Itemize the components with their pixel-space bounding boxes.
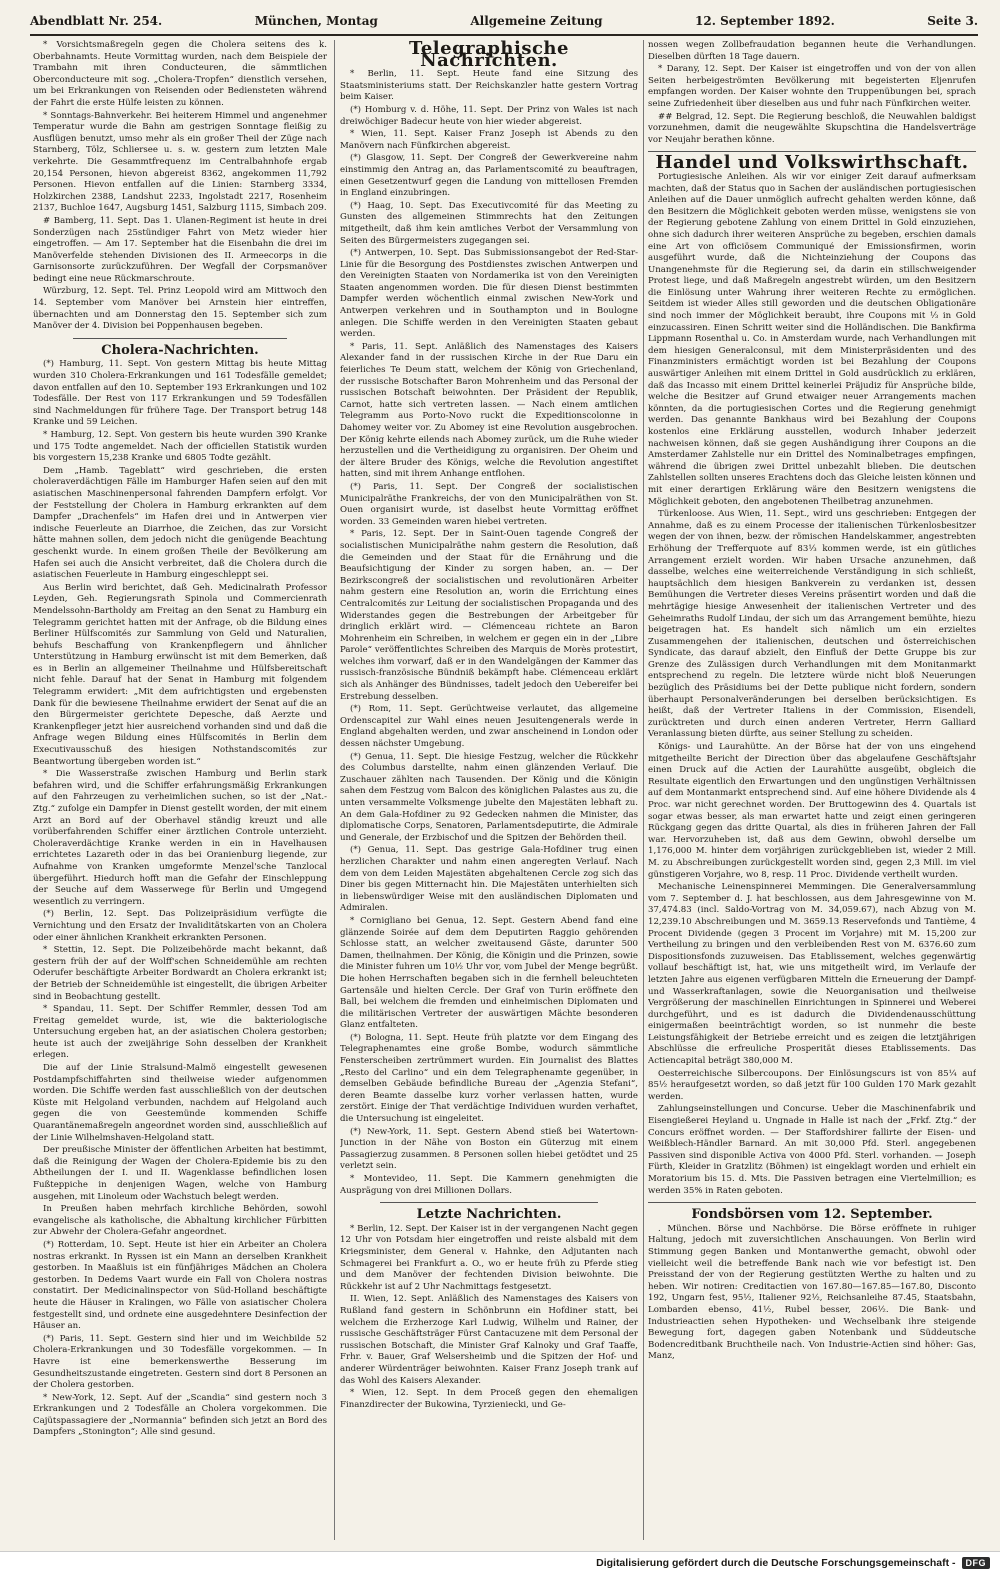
- article-paragraph: * Wien, 12. Sept. In dem Proceß gegen den ehemaligen Finanzdirecter der Bukowina, Tyrzieniecki, und Ge-: [340, 1388, 638, 1410]
- column-divider: [643, 40, 644, 1540]
- column-divider: [334, 40, 335, 1540]
- section-heading-telegraphic: Telegraphische Nachrichten.: [409, 40, 569, 71]
- issue-date: 12. September 1892.: [695, 14, 835, 28]
- article-paragraph: * Hamburg, 12. Sept. Von gestern bis heute wurden 390 Kranke und 175 Todte angemeldet. Nach der officiellen Statistik wurden bis vorgestern 15,238 Kranke und 6805 Todte gezählt.: [33, 430, 327, 464]
- page-header: [30, 8, 978, 36]
- article-paragraph: * Berlin, 11. Sept. Heute fand eine Sitzung des Staatsministeriums statt. Der Reichskanzler hatte gestern Vortrag beim Kaiser.: [340, 69, 638, 103]
- column-3: [648, 40, 976, 1540]
- article-paragraph: Würzburg, 12. Sept. Tel. Prinz Leopold wird am Mittwoch den 14. September vom Manöver bei Arnstein hier eintreffen, übernachten und am Donnerstag den 15. September sich zum Manöver der 4. Division bei Poppenhausen begeben.: [33, 286, 327, 332]
- article-paragraph: Der preußische Minister der öffentlichen Arbeiten hat bestimmt, daß die Reinigung der Wagen der Cholera-Epidemie bis zu den Abtheilungen der I. und II. Wagenklasse befindlichen losen Fußteppiche in denjenigen Wagen, welche von Hamburg ausgehen, mit Linoleum oder Wachstuch belegt werden.: [33, 1145, 327, 1202]
- article-paragraph: * New-York, 12. Sept. Auf der „Scandia“ sind gestern noch 3 Erkrankungen und 2 Todesfälle an Cholera vorgekommen. Die Cajütspassagiere der „Normannia“ befinden sich jetzt an Bord des Dampfers „Stonington“; Alle sind gesund.: [33, 1392, 327, 1438]
- article-paragraph: (*) Antwerpen, 10. Sept. Das Submissionsangebot der Red-Star-Linie für die Besorgung des Postdienstes zwischen Antwerpen und den Vereinigten Staaten von Nordamerika ist von den Vereinigten Staaten angenommen worden. Die für diesen Dienst bestimmten Dampfer werden wöchentlich einmal zwischen New-York und Antwerpen verkehren und in Southampton und in Boulogne anlegen. Die Schiffe werden in den Vereinigten Staaten gebaut werden.: [340, 248, 638, 340]
- section-divider: [380, 1202, 598, 1203]
- article-paragraph: (*) New-York, 11. Sept. Gestern Abend stieß bei Watertown-Junction in der Nähe von Boston ein Güterzug mit einem Passagierzug zusammen. 8 Personen sollen hiebei getödtet und 25 verletzt sein.: [340, 1126, 638, 1172]
- section-divider: [648, 1202, 976, 1203]
- article-paragraph: (*) Rom, 11. Sept. Gerüchtweise verlautet, das allgemeine Ordenscapitel zur Wahl eines neuen Jesuitengenerals werde in England abgehalten werden, und zwar anscheinend in London oder dessen nächster Umgebung.: [340, 704, 638, 750]
- article-paragraph: . München. Börse und Nachbörse. Die Börse eröffnete in ruhiger Haltung, jedoch mit zuversichtlichen Anschauungen. Von Berlin wird Stimmung gegen Banken und Montanwerthe gemacht, obwohl oder vielleicht weil die betreffende Bank nach wie vor befestigt ist. Den Preisstand der von der Regierung gestützten Werthe zu halten und zu heben. Wir notiren: Creditactien von 167.80—167.85—167.80, Disconto 192, Ungarn fest, 95½, Italiener 92½, Reichsanleihe 87.45, Staatsbahn, Lombarden ebenso, 41½, Rubel besser, 206½. Die Bank- und Industrieactien sehen Hypotheken- und Wechselbank ihre steigende Bewegung fort, dagegen gaben Notenbank und Süddeutsche Bodencreditbank Bruchtheile nach. Von Industrie-Actien sind höher: Gas, Manz,: [648, 1223, 976, 1362]
- column-2: [340, 40, 638, 1540]
- article-paragraph: (*) Paris, 11. Sept. Der Congreß der socialistischen Municipalräthe Frankreichs, der von den Municipalräthen von St. Ouen organisirt wurde, ist daselbst heute Vormittag eröffnet worden. 33 Gemeinden waren hiebei vertreten.: [340, 481, 638, 527]
- article-paragraph: Dem „Hamb. Tageblatt“ wird geschrieben, die ersten choleraverdächtigen Fälle im Hamburger Hafen seien auf den mit asiatischen Maschinenpersonal fahrenden Dampfern erfolgt. Vor der Feststellung der Cholera in Hamburg erkrankten auf dem Dampfer „Drachenfels“ im Hafen drei und in Antwerpen vier indische Feuerleute an Diarrhoe, die Zeichen, das zur Vorsicht hätte mahnen sollen, dem jedoch nicht die genügende Beachtung geschenkt wurde. In einem großen Theile der Bevölkerung am Hafen sei auch die Ansicht verbreitet, daß die Cholera durch die asiatischen Feuerleute in Hamburg eingeschleppt sei.: [33, 465, 327, 581]
- article-paragraph: * Vorsichtsmaßregeln gegen die Cholera seitens des k. Oberbahnamts. Heute Vormittag wurden, nach dem Beispiele der Trambahn mit ihren Conducteuren, die sämmtlichen Oberconducteure mit sog. „Cholera-Tropfen“ dienstlich versehen, um bei Erkrankungen von Reisenden oder Bediensteten während der Fahrt die erste Hülfe leisten zu können.: [33, 40, 327, 108]
- article-paragraph: ## Belgrad, 12. Sept. Die Regierung beschloß, die Neuwahlen baldigst vorzunehmen, damit die neugewählte Skupschtina die Handelsverträge vor Neujahr berathen könne.: [648, 111, 976, 145]
- article-paragraph: * Montevideo, 11. Sept. Die Kammern genehmigten die Ausprägung von drei Millionen Dollars.: [340, 1174, 638, 1196]
- digitization-footer: [0, 1551, 1000, 1573]
- article-paragraph: * Cornigliano bei Genua, 12. Sept. Gestern Abend fand eine glänzende Soirée auf dem dem Deputirten Raggio gehörenden Schlosse statt, an welcher zweitausend Gäste, darunter 500 Damen, theilnahmen. Der König, die Königin und die Prinzen, sowie die Minister fuhren um 10½ Uhr vor, vom Jubel der Menge begrüßt. Die hohen Herrschaften begaben sich in die fernhell beleuchteten Gartensäle und hielten Cercle. Der Graf von Turin eröffnete den Ball, bei welchem die fremden und einheimischen Diplomaten und die militärischen Vertreter der auswärtigen Mächte besonderen Glanz entfalteten.: [340, 915, 638, 1031]
- article-paragraph: * Paris, 12. Sept. Der in Saint-Ouen tagende Congreß der socialistischen Municipalräthe nahm gestern die Resolution, daß die Gemeinden und der Staat für die Ernährung und die Beaufsichtigung der Kinder zu sorgen haben, an. — Der Bezirkscongreß der socialistischen und revolutionären Arbeiter nahm gestern eine Resolution an, worin die Errichtung eines Centralcomités zur Leitung der socialistischen Propaganda und des Widerstandes gegen die Bestrebungen der Arbeitgeber für dringlich erklärt wird. — Clémenceau richtete an Baron Mohrenheim ein Schreiben, in welchem er gegen ein in der „Libre Parole“ veröffentlichtes Schreiben des Marquis de Morès protestirt, welches ihm vorwarf, daß er in den Wandelgängen der Kammer das russisch-französische Bündniß bekämpft habe. Clémenceau erklärt sich als Anhänger des Bündnisses, tadelt jedoch den Uebereifer bei Erstrebung desselben.: [340, 529, 638, 702]
- article-paragraph: * Darany, 12. Sept. Der Kaiser ist eingetroffen und von der von allen Seiten herbeigeströmten Bevölkerung mit begeisterten Eljenrufen empfangen worden. Der Kaiser wohnte den Truppenübungen bei, sprach seine Zufriedenheit über dieselben aus und fuhr nach Fünfkirchen weiter.: [648, 64, 976, 109]
- page-number: Seite 3.: [927, 14, 978, 28]
- column-1: [33, 40, 327, 1540]
- article-paragraph: (*) Hamburg, 11. Sept. Von gestern Mittag bis heute Mittag wurden 310 Cholera-Erkrankungen und 161 Todesfälle gemeldet; davon entfallen auf den 10. September 193 Erkrankungen und 102 Todesfälle. Der Rest von 117 Erkrankungen und 59 Todesfällen sind Nachmeldungen für frühere Tage. Der Transport betrug 148 Kranke und 59 Leichen.: [33, 359, 327, 428]
- article-paragraph: nossen wegen Zollbefraudation begannen heute die Verhandlungen. Dieselben dürften 18 Tage dauern.: [648, 40, 976, 62]
- dfg-logo: DFG: [962, 1557, 991, 1569]
- article-paragraph: Aus Berlin wird berichtet, daß Geh. Medicinalrath Professor Leyden, Geh. Regierungsrath Spinola und Commercienrath Mendelssohn-Bartholdy am Freitag an den Senat zu Hamburg ein Telegramm gerichtet hatten mit der Anfrage, ob die Bildung eines Berliner Hülfscomités zur Sammlung von Geld und Naturalien, behufs Beschaffung von Krankenpflegern und ähnlicher Unterstützung in Hamburg erwünscht ist mit dem Bemerken, daß es in Berlin an allgemeiner Theilnahme und Hülfsbereitschaft nicht fehle. Darauf hat der Senat in Hamburg mit folgendem Telegramm erwidert: „Mit dem aufrichtigsten und ergebensten Dank für die bewiesene Theilnahme erwidert der Senat auf die an den Bürgermeister gerichtete Depesche, daß Aerzte und Krankenpfleger jetzt hier ausreichend vorhanden sind und daß die Anfrage wegen Bildung eines Hülfscomités in Berlin dem Executivausschuß des hiesigen Nothstandscomités zur Beantwortung übergeben worden ist.“: [33, 582, 327, 767]
- article-paragraph: * Wien, 11. Sept. Kaiser Franz Joseph ist Abends zu den Manövern nach Fünfkirchen abgereist.: [340, 129, 638, 151]
- article-paragraph: # Bamberg, 11. Sept. Das 1. Ulanen-Regiment ist heute in drei Sonderzügen nach 25stündiger Fahrt von Metz wieder hier eingetroffen. — Am 17. September hat die Eisenbahn die drei im Manöverfelde stehenden Divisionen des II. Armeecorps in die Garnisonsorte zurückzuführen. Der Wegfall der Corpsmanöver bedingt eine neue Rückmarschroute.: [33, 215, 327, 284]
- article-paragraph: (*) Berlin, 12. Sept. Das Polizeipräsidium verfügte die Vernichtung und den Ersatz der Invaliditätskarten von an Cholera oder einer ähnlichen Krankheit erkrankten Personen.: [33, 909, 327, 943]
- section-divider: [73, 338, 287, 339]
- article-paragraph: * Die Wasserstraße zwischen Hamburg und Berlin stark befahren wird, und die Schiffer erfahrungsmäßig Erkrankungen auf den Fahrzeugen zu verheimlichen suchen, so ist der „Nat.-Ztg.“ zufolge ein Dampfer in Dienst gestellt worden, der mit einem Arzt an Bord auf der Oberhavel ständig kreuzt und alle vorüberfahrenden Schiffer einer ärztlichen Controle unterzieht. Choleraverdächtige Kranke werden in ein in Havelhausen errichtetes Lazareth oder in das bei Oranienburg liegende, zur Aufnahme von Kranken umgeformte Menzel'sche Tanzlocal übergeführt. Hiedurch hofft man die Gefahr der Einschleppung der Seuche auf dem Wasserwege für Berlin und Umgegend wesentlich zu verringern.: [33, 769, 327, 907]
- article-paragraph: Zahlungseinstellungen und Concurse. Ueber die Maschinenfabrik und Eisengießerei Heyland u. Ungnade in Halle ist nach der „Frkf. Ztg.“ der Concurs eröffnet worden. — Der Staffordshirer fallirte der Eisen- und Weißblech-Händler Barnard. An mit 30,000 Pfd. Sterl. angegebenen Passiven sind disponible Activa von 4000 Pfd. Sterl. vorhanden. — Joseph Fürth, Kleider in Gratzlitz (Böhmen) ist eingeklagt worden und erhielt ein Moratorium bis 15. d. Mts. Die Passiven betragen eine Viertelmillion; es werden 35% in Raten geboten.: [648, 1104, 976, 1196]
- city-day: München, Montag: [254, 14, 378, 28]
- article-paragraph: (*) Homburg v. d. Höhe, 11. Sept. Der Prinz von Wales ist nach dreiwöchiger Badecur heute von hier wieder abgereist.: [340, 104, 638, 127]
- article-paragraph: (*) Glasgow, 11. Sept. Der Congreß der Gewerkvereine nahm einstimmig den Antrag an, das Parlamentscomité zu beauftragen, einen Gesetzentwurf gegen die Landung von mittellosen Fremden in England einzubringen.: [340, 153, 638, 199]
- section-heading-stock-exchanges: Fondsbörsen vom 12. September.: [691, 1207, 933, 1223]
- newspaper-title: Allgemeine Zeitung: [470, 14, 603, 28]
- footer-credit-text: Digitalisierung gefördert durch die Deutsche Forschungsgemeinschaft -: [596, 1556, 956, 1569]
- article-paragraph: * Spandau, 11. Sept. Der Schiffer Remmler, dessen Tod am Freitag gemeldet wurde, ist, wie die bakteriologische Untersuchung ergeben hat, an der asiatischen Cholera gestorben; heute ist auch der zweijährige Sohn desselben der Krankheit erlegen.: [33, 1004, 327, 1061]
- article-paragraph: (*) Genua, 11. Sept. Das gestrige Gala-Hofdiner trug einen herzlichen Charakter und nahm einen angeregten Verlauf. Nach dem von dem Leiden Majestäten abgehaltenen Cercle zog sich das Diner bis gegen Mitternacht hin. Die Majestäten unterhielten sich in liebenswürdiger Weise mit den ausländischen Diplomaten und Admiralen.: [340, 845, 638, 914]
- section-heading-cholera: Cholera-Nachrichten.: [101, 342, 259, 358]
- article-paragraph: (*) Genua, 11. Sept. Die hiesige Festzug, welcher die Rückkehr des Columbus darstellte, nahm einen glänzenden Verlauf. Die Zuschauer zählten nach Tausenden. Der König und die Königin sahen dem Festzug vom Balcon des königlichen Palastes aus zu, die unten versammelte Volksmenge jubelte den Majestäten lebhaft zu. An dem Gala-Hofdiner zu 92 Gedecken nahmen die Minister, das diplomatische Corps, Senatoren, Parlamentsdeputirte, die Admirale und Generale, der Erzbischof und die Spitzen der Behörden theil.: [340, 751, 638, 843]
- article-paragraph: (*) Rotterdam, 10. Sept. Heute ist hier ein Arbeiter an Cholera nostras erkrankt. In Ryssen ist ein Mann an derselben Krankheit gestorben. In Maaßluis ist ein fünfjähriges Mädchen an Cholera gestorben. In Dedems Vaart wurde ein Fall von Cholera nostras constatirt. Der Medicinalinspector von Süd-Holland beschäftigte heute die Häuser in Kralingen, wo Fälle von asiatischer Cholera festgestellt sind, und ordnete eine ausgedehntere Desinfection der Häuser an.: [33, 1239, 327, 1332]
- section-heading-trade-economy: Handel und Volkswirthschaft.: [655, 152, 969, 174]
- article-paragraph: Königs- und Laurahütte. An der Börse hat der von uns eingehend mitgetheilte Bericht der Direction über das abgelaufene Geschäftsjahr einen Druck auf die Actien der Laurahütte ausgeübt, obgleich die Resultate eigentlich den Erwartungen und den ungünstigen Verhältnissen auf dem Montanmarkt entsprechend sind. Auf eine höhere Dividende als 4 Proc. war nicht gerechnet worden. Der Bruttogewinn des 4. Quartals ist sogar etwas besser, als man erwartet hatte und zeigt einen geringeren Rückgang gegen das dritte Quartal, als dies in früheren Jahren der Fall war. Hervorzuheben ist, daß aus dem Gewinn, obwohl derselbe um 1,176,000 M. hinter dem vorjährigen zurückgeblieben ist, wieder 2 Mill. M. zu Abschreibungen zurückgestellt worden sind, gegen 2,3 Mill. im viel günstigeren Vorjahre, wo 8, resp. 11 Proc. Dividende vertheilt wurden.: [648, 742, 976, 880]
- article-paragraph: * Stettin, 12. Sept. Die Polizeibehörde macht bekannt, daß gestern früh der auf der Wolff'schen Schneidemühle am rechten Oderufer beschäftigte Arbeiter Bordwardt an Cholera erkrankt ist; der Betrieb der Schneidemühle ist eingestellt, die übrigen Arbeiter sind in Beobachtung gestellt.: [33, 945, 327, 1002]
- article-paragraph: Türkenloose. Aus Wien, 11. Sept., wird uns geschrieben: Entgegen der Annahme, daß es zu einem Processe der italienischen Türkenlosbesitzer wegen der von ihnen, bezw. der römischen Handelskammer, angestrebten Erhöhung der Trefferquote auf 83⅓ kommen werde, ist ein gütliches Arrangement erzielt worden. Wir haben Ursache anzunehmen, daß dasselbe, welches eine weiterreichende Verständigung in sich schließt, hauptsächlich dem hiesigen Bankverein zu verdanken ist, dessen Bemühungen die Vertreter dieses Vereins präsentirt worden und daß die mehrtägige hiesige Anwesenheit der italienischen Vertreter und des Geheimraths Rudolf Lindau, der sich um das Arrangement bemühte, hiezu beigetragen hat. Es handelt sich nämlich um ein erzieltes Zusammengehen der italienischen, deutschen und österreichischen Syndicate, das darauf abzielt, den Einfluß der Dette Gruppe bis zur Grenze des Zulässigen durch Verhandlungen mit dem Monitanmarkt entsprechend zu regeln. Die letztere würde nicht bloß Neuerungen bezüglich des Präsidiums bei der Dette publique nicht fordern, sondern überhaupt Personalveränderungen bei derselben berücksichtigen. Es heißt, daß der Vertreter Italiens in der Commission, Eisendeli, zurücktreten und durch einen anderen Vertreter, Herrn Galliard Veranlassung bieten dürfte, aus seiner Stellung zu scheiden.: [648, 509, 976, 740]
- article-paragraph: * Paris, 11. Sept. Anläßlich des Namenstages des Kaisers Alexander fand in der russischen Kirche in der Rue Daru ein feierliches Te Deum statt, welchem der König von Griechenland, der russische Botschafter Baron Mohrenheim und das Personal der russischen Botschaft beiwohnten. Der Präsident der Republik, Carnot, hatte sich vertreten lassen. — Nach einem amtlichen Telegramm aus Porto-Novo ruckt die Expeditionscolonne in Dahomey weiter vor. Zu Abomey ist eine Revolution ausgebrochen. Der König kehrte eilends nach Abomey zurück, um die Ruhe wieder herzustellen und die Vertheidigung zu organisiren. Der Oheim und der ältere Bruder des Königs, welche die Revolution angestiftet hatten, sind mit ihrem Anhange entflohen.: [340, 341, 638, 480]
- article-paragraph: In Preußen haben mehrfach kirchliche Behörden, sowohl evangelische als katholische, die Abhaltung kirchlicher Fürbitten zur Abwehr der Cholera-Gefahr angeordnet.: [33, 1204, 327, 1238]
- article-paragraph: (*) Paris, 11. Sept. Gestern sind hier und im Weichbilde 52 Cholera-Erkrankungen und 30 Todesfälle vorgekommen. — In Havre ist eine bemerkenswerthe Besserung im Gesundheitszustande eingetreten. Gestern sind dort 8 Personen an der Cholera gestorben.: [33, 1333, 327, 1391]
- article-paragraph: * Berlin, 12. Sept. Der Kaiser ist in der vergangenen Nacht gegen 12 Uhr von Potsdam hier eingetroffen und reiste alsbald mit dem Kriegsminister, dem General v. Hahnke, den Adjutanten nach Schmagerei bei Frankfurt a. O., wo er heute früh zu Pferde stieg und dem Manöver der fechtenden Division beiwohnte. Die Rückkehr ist auf 2 Uhr Nachmittags festgesetzt.: [340, 1223, 638, 1292]
- section-heading-latest-news: Letzte Nachrichten.: [416, 1207, 562, 1223]
- article-paragraph: Die auf der Linie Stralsund-Malmö eingestellt gewesenen Postdampfschiffahrten sind theilweise wieder aufgenommen worden. Die Schiffe werden fast ausschließlich von der deutschen Küste mit Helgoland verbunden, nachdem auf Helgoland auch gegen die von Geestemünde kommenden Schiffe Quarantänemaßregeln angeordnet worden sind, ausschließlich auf der Linie Wilhelmshaven-Helgoland statt.: [33, 1063, 327, 1143]
- article-paragraph: Portugiesische Anleihen. Als wir vor einiger Zeit darauf aufmerksam machten, daß der Status quo in Sachen der ausländischen portugiesischen Anleihen auf die Dauer unmöglich aufrecht gehalten werden könne, daß den Besitzern die Möglichkeit geboten werden müsse, wenigstens sie von der Regierung gebotene Zahlung von einem Drittel in Gold einzuziehen, ohne sich dadurch ihrer weiteren Ansprüche zu begeben, erschien damals eine Art von officiösem Communiqué der Emissionsfirmen, worin ausgeführt wurde, daß die Nichteinziehung der Coupons das Unangenehmste für die Regierung sei, da darin ein stillschweigender Protest liege, und daß Maßregeln angestrebt würden, um den Besitzern die Einlösung unter Wahrung ihrer weiteren Rechte zu ermöglichen. Seitdem ist wieder Alles still geworden und die deutschen Obligationäre sind noch immer der Möglichkeit beraubt, ihre Coupons mit ⅓ in Gold einzucassiren. Einen Schritt weiter sind die Holländischen. Die Bankfirma Lippmann Rosenthal u. Co. in Amsterdam wurde, nach Verhandlungen mit dem hiesigen Generalconsul, mit dem Ministerpräsidenten und des Finanzministers ermächtigt worden ist bei Bezahlung der Coupons auswärtiger Anleihen mit einem Drittel in Gold ausdrücklich zu erklären, daß das Incasso mit einem Drittel keinerlei Präjudiz für Ansprüche bilde, welche die Besitzer auf Grund etwaiger neuer Arrangements machen könnten, da die portugiesischen Cortes und die Regierung genehmigt werden. Das genannte Bankhaus wird bei Bezahlung der Coupons kostenlos eine Erklärung ausstellen, wodurch Inhaber jederzeit nachweisen können, daß sie gegen Aushändigung ihrer Coupons an die Amsterdamer Zahlstelle nur ein Drittel des Nominalbetrages empfingen, während die übrigen zwei Drittel unbezahlt blieben. Die deutschen Zahlstellen sollten unseres Erachtens doch das Gleiche leisten können und mit einer derartigen Erklärung wäre den Besitzern wenigstens die Möglichkeit geboten, den angebotenen Theilbetrag anzunehmen.: [648, 171, 976, 507]
- issue-number: Abendblatt Nr. 254.: [30, 14, 163, 28]
- article-paragraph: (*) Bologna, 11. Sept. Heute früh platzte vor dem Eingang des Telegraphenamtes eine große Bombe, wodurch sämmtliche Fensterscheiben zertrümmert wurden. Ein Journalist des Blattes „Resto del Carlino“ und ein dem Telegraphenamte gegenüber, in demselben Gebäude befindliche Bureau der „Agenzia Stefani“, deren Beamte dasselbe kurz vorher verlassen hatten, wurde zerstört. Einige der That verdächtige Individuen wurden verhaftet, die Untersuchung ist eingeleitet.: [340, 1032, 638, 1125]
- article-paragraph: II. Wien, 12. Sept. Anläßlich des Namenstages des Kaisers von Rußland fand gestern in Schönbrunn ein Hofdiner statt, bei welchem die Erzherzoge Karl Ludwig, Wilhelm und Rainer, der russische Geschäftsträger Fürst Cantacuzene mit dem Personal der russischen Botschaft, die Minister Graf Kalnoky und Graf Taaffe, Frhr. v. Bauer, Graf Welsersheimb und die Spitzen der Hof- und anderer Würdenträger beiwohnten. Kaiser Franz Joseph trank auf das Wohl des Kaisers Alexander.: [340, 1294, 638, 1386]
- article-paragraph: * Sonntags-Bahnverkehr. Bei heiterem Himmel und angenehmer Temperatur wurde die Bahn am gestrigen Sonntage fleißig zu Ausflügen benutzt, umso mehr als ein großer Theil der Züge nach Starnberg, Tölz, Schliersee u. s. w. gestern zum letzten Male verkehrte. Die Gesammtfrequenz im Centralbahnhofe ergab 20,154 Personen, hievon abgereist 8362, angekommen 11,792 Personen. Hievon entfallen auf die Linien: Starnberg 3334, Holzkirchen 2388, Landshut 2233, Ingolstadt 2217, Rosenheim 2137, Buchloe 1647, Augsburg 1451, Salzburg 1115, Simbach 209.: [33, 110, 327, 214]
- article-paragraph: Mechanische Leinenspinnerei Memmingen. Die Generalversammlung vom 7. September d. J. hat beschlossen, aus dem Jahresgewinne von M. 37,474.83 (incl. Saldo-Vortrag von M. 34,059.67), nach Abzug von M. 12,239.10 Abschreibungen und M. 3659.13 Reservefonds und Tantième, 4 Procent Dividende (gegen 3 Procent im Vorjahre) mit M. 15,200 zur Vertheilung zu bringen und den verbleibenden Rest von M. 6376.60 zum Dispositionsfonds zuzuweisen. Das Etablissement, welches gegenwärtig vollauf beschäftigt ist, hat, wie uns mitgetheilt wird, im Verlaufe der letzten Jahre aus eigenen verfügbaren Mitteln die Erneuerung der Dampf- und Wasserkraftanlagen, sowie die Neuorganisation und theilweise Vergrößerung der maschinellen Einrichtungen in Spinnerei und Weberei durchgeführt, und es ist dadurch die Dividendenausschüttung einigermaßen beeinträchtigt worden, so ist nunmehr die beste Leistungsfähigkeit der Betriebe erreicht und es zeigen die letztjährigen Abschlüsse die erfreuliche Prosperität dieses Etablissements. Das Actiencapital beträgt 380,000 M.: [648, 882, 976, 1067]
- article-paragraph: Oesterreichische Silbercoupons. Der Einlösungscurs ist von 85¼ auf 85½ heraufgesetzt worden, so daß jetzt für 100 Gulden 170 Mark gezahlt werden.: [648, 1068, 976, 1102]
- article-paragraph: (*) Haag, 10. Sept. Das Executivcomité für das Meeting zu Gunsten des allgemeinen Stimmrechts hat den Zeitungen mitgetheilt, daß ihm kein amtliches Verbot der Versammlung von Seiten des Bürgermeisters zugegangen sei.: [340, 200, 638, 246]
